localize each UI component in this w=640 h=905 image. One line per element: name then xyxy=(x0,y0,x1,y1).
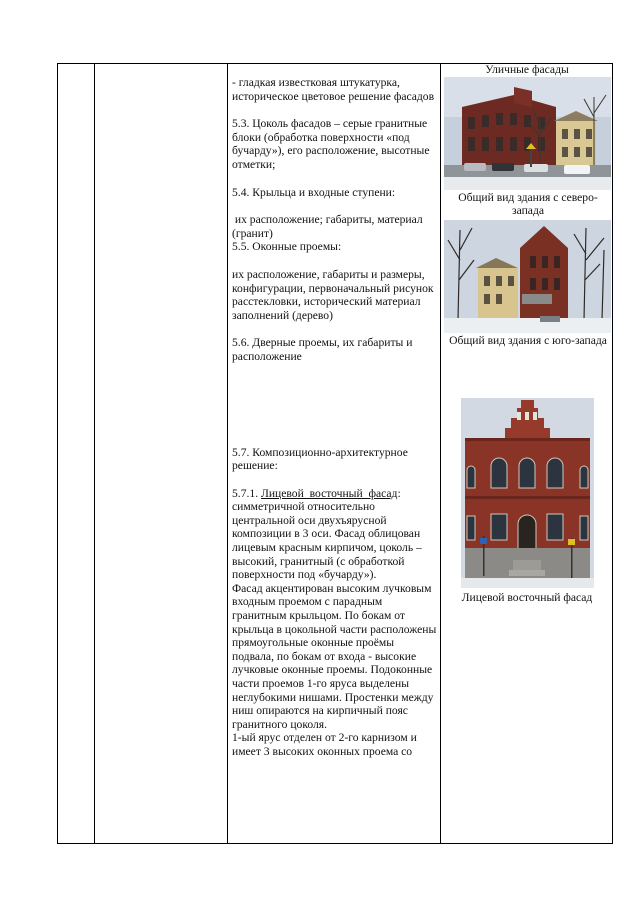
table-border-left xyxy=(57,63,58,844)
east-facade-description: : симметричной относительно центральной оси двухъярусной композиции в 3 оси. Фасад облицован лицевым красным кирпичом, цоколь – высокий, гранитный (с обработкой поверхности под «бучарду»). xyxy=(232,486,422,582)
paragraph-5-7-1-east-facade xyxy=(232,487,438,582)
paragraph-5-7-composition: 5.7. Композиционно-архитектурное решение: xyxy=(232,445,408,473)
photo-east-facade-caption: Лицевой восточный фасад xyxy=(461,591,593,604)
street-facades-heading: Уличные фасады xyxy=(485,63,569,76)
paragraph-window-details: их расположение, габариты и размеры, конфигурации, первоначальный рисунок расстекловки, исторический материал заполнений (дерево) xyxy=(232,267,434,322)
photo-northwest-caption: Общий вид здания с северо-запада xyxy=(458,191,598,218)
photo-northwest-view xyxy=(444,77,611,190)
paragraph-plaster: - гладкая известковая штукатурка, историческое цветовое решение фасадов xyxy=(232,76,435,103)
section-number: 5.7.1. xyxy=(232,486,261,500)
table-border-col1 xyxy=(94,63,95,844)
photo-east-facade xyxy=(461,398,594,588)
paragraph-porch-details: их расположение; габариты, материал (гранит) xyxy=(232,213,426,240)
table-border-right xyxy=(612,63,613,844)
table-border-col2 xyxy=(227,63,228,844)
table-border-col3 xyxy=(440,63,441,844)
table-bottom-border xyxy=(57,843,613,844)
paragraph-first-tier: 1-ый ярус отделен от 2-го карнизом и имеет 3 высоких оконных проема со xyxy=(232,731,417,758)
photo-southwest-caption: Общий вид здания с юго-запада xyxy=(449,334,607,347)
photo-southwest-view xyxy=(444,220,611,333)
paragraph-5-4-porches: 5.4. Крыльца и входные ступени: xyxy=(232,185,396,199)
paragraph-5-5-windows: 5.5. Оконные проемы: xyxy=(232,240,342,254)
paragraph-5-3-plinth: 5.3. Цоколь фасадов – серые гранитные блоки (обработка поверхности «под бучарду»), его расположение, высотные отметки; xyxy=(232,117,430,171)
paragraph-entrance: Фасад акцентирован высоким лучковым входным проемом с парадным гранитным крыльцом. По бокам от крыльца в цокольной части расположены прямоугольные оконные проёмы подвала, по бокам от входа - высокие лучковые оконные проемы. Подоконные части проемов 1-го яруса выделены неглубокими нишами. Простенки между ниш опираются на кирпичный пояс гранитного цоколя. xyxy=(232,581,437,731)
description-text-column xyxy=(232,76,438,759)
east-facade-heading: Лицевой восточный фасад xyxy=(260,486,398,500)
paragraph-5-6-doors: 5.6. Дверные проемы, их габариты и расположение xyxy=(232,336,413,363)
